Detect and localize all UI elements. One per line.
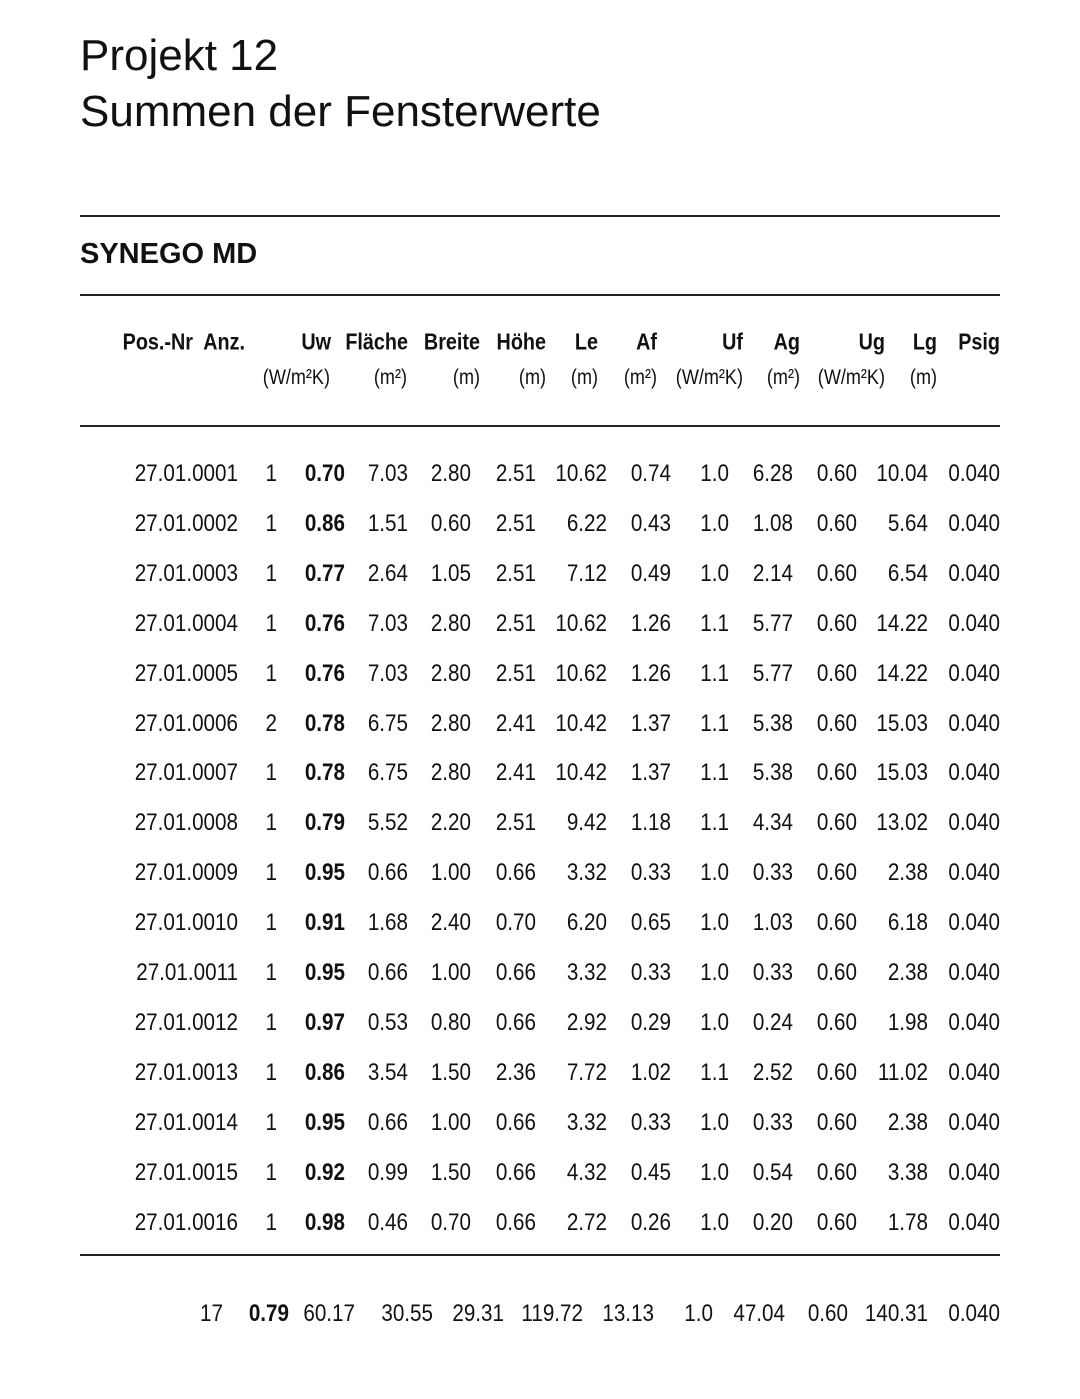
table-cell: 0.040 (948, 859, 1000, 887)
table-cell: 0.33 (630, 1108, 671, 1136)
table-cell: 0.60 (816, 809, 857, 837)
table-cell: 1.51 (367, 509, 408, 537)
table-cell: 1 (265, 1158, 277, 1186)
table-cell: 6.75 (367, 759, 408, 787)
table-cell: 2.40 (430, 909, 471, 937)
table-cell: 2.80 (430, 460, 471, 487)
table-cell: 27.01.0007 (134, 759, 238, 787)
table-cell: 0.49 (630, 559, 671, 587)
table-cell: 0.60 (816, 509, 857, 537)
table-cell: 27.01.0011 (136, 959, 238, 986)
table-cell: 0.040 (948, 1108, 1000, 1136)
table-cell: 27.01.0006 (134, 709, 238, 737)
table-cell: 1.26 (630, 609, 671, 637)
table-cell: 1.0 (700, 460, 729, 487)
column-header: Lg (912, 328, 937, 355)
table-cell: 1.50 (430, 1158, 471, 1186)
table-cell: 0.60 (816, 709, 857, 737)
total-cell: 1.0 (684, 1300, 713, 1327)
table-cell: 27.01.0009 (134, 859, 238, 887)
table-cell: 0.040 (948, 759, 1000, 787)
table-cell: 13.02 (876, 809, 928, 837)
table-cell: 7.03 (367, 659, 408, 687)
table-cell: 10.62 (555, 659, 607, 687)
table-cell: 2.80 (430, 609, 471, 637)
table-cell: 0.20 (752, 1208, 793, 1236)
table-cell: 1.37 (630, 709, 671, 737)
table-cell: 1.00 (430, 859, 471, 887)
total-cell: 30.55 (381, 1300, 433, 1327)
table-cell: 0.70 (495, 909, 536, 937)
table-cell: 1.0 (700, 509, 729, 537)
total-cell: 0.79 (248, 1300, 289, 1327)
column-unit: (W/m²K) (675, 366, 743, 389)
table-cell: 0.98 (304, 1208, 345, 1236)
table-cell: 0.43 (630, 509, 671, 537)
table-cell: 2.20 (430, 809, 471, 837)
table-cell: 1.05 (430, 559, 471, 587)
table-cell: 7.12 (566, 559, 607, 587)
table-cell: 1.18 (630, 809, 671, 837)
table-cell: 2.41 (495, 709, 536, 737)
table-cell: 1 (265, 1058, 277, 1086)
table-cell: 27.01.0004 (134, 609, 238, 637)
total-cell: 47.04 (733, 1300, 785, 1327)
table-cell: 0.040 (948, 909, 1000, 937)
table-cell: 1 (265, 759, 277, 787)
table-cell: 27.01.0016 (134, 1208, 238, 1236)
table-cell: 1.37 (630, 759, 671, 787)
table-cell: 1 (265, 659, 277, 687)
table-cell: 0.040 (948, 1008, 1000, 1036)
table-cell: 0.92 (304, 1158, 345, 1186)
table-cell: 0.040 (948, 1208, 1000, 1236)
project-title: Projekt 12 (80, 31, 279, 80)
total-cell: 13.13 (602, 1300, 654, 1327)
table-cell: 27.01.0003 (134, 559, 238, 587)
table-cell: 4.32 (566, 1158, 607, 1186)
table-cell: 1 (265, 1008, 277, 1036)
table-cell: 2.64 (367, 559, 408, 587)
table-cell: 0.60 (430, 509, 471, 537)
divider (80, 425, 1000, 427)
table-cell: 1.02 (630, 1058, 671, 1086)
table-cell: 0.86 (304, 1058, 345, 1086)
table-cell: 0.26 (630, 1208, 671, 1236)
table-cell: 1.1 (700, 1058, 729, 1086)
table-cell: 2 (265, 709, 277, 737)
column-header: Höhe (496, 328, 546, 355)
table-cell: 1.0 (700, 1108, 729, 1136)
table-cell: 6.28 (752, 460, 793, 487)
table-cell: 5.64 (887, 509, 928, 537)
table-cell: 0.86 (304, 509, 345, 537)
table-cell: 0.78 (304, 759, 345, 787)
table-cell: 1 (265, 609, 277, 637)
table-cell: 0.66 (495, 1008, 536, 1036)
table-cell: 1 (265, 1108, 277, 1136)
table-cell: 0.60 (816, 1108, 857, 1136)
table-cell: 0.33 (752, 959, 793, 986)
column-unit: (W/m²K) (817, 366, 885, 389)
total-cell: 0.040 (948, 1300, 1000, 1327)
table-cell: 0.60 (816, 859, 857, 887)
table-cell: 0.60 (816, 460, 857, 487)
table-cell: 1.78 (887, 1208, 928, 1236)
table-cell: 2.38 (887, 959, 928, 986)
table-cell: 0.60 (816, 609, 857, 637)
table-cell: 0.29 (630, 1008, 671, 1036)
table-cell: 27.01.0013 (134, 1058, 238, 1086)
table-cell: 1.0 (700, 1008, 729, 1036)
table-cell: 1.0 (700, 909, 729, 937)
table-cell: 27.01.0008 (134, 809, 238, 837)
table-cell: 2.41 (495, 759, 536, 787)
total-cell: 140.31 (864, 1300, 928, 1327)
table-cell: 0.70 (430, 1208, 471, 1236)
table-cell: 2.51 (495, 809, 536, 837)
table-cell: 0.60 (816, 659, 857, 687)
table-cell: 1.50 (430, 1058, 471, 1086)
table-cell: 0.66 (367, 959, 408, 986)
table-cell: 0.040 (948, 609, 1000, 637)
table-cell: 6.18 (887, 909, 928, 937)
table-cell: 0.60 (816, 909, 857, 937)
table-cell: 0.60 (816, 759, 857, 787)
total-cell: 119.72 (521, 1300, 583, 1327)
total-cell: 60.17 (303, 1300, 355, 1327)
table-cell: 1.08 (752, 509, 793, 537)
table-cell: 7.03 (367, 609, 408, 637)
column-header: Le (574, 328, 598, 355)
table-cell: 0.74 (630, 460, 671, 487)
table-cell: 5.77 (752, 609, 793, 637)
table-cell: 0.80 (430, 1008, 471, 1036)
divider (80, 215, 1000, 217)
total-cell: 17 (200, 1300, 223, 1327)
table-cell: 0.040 (948, 959, 1000, 986)
table-cell: 27.01.0005 (134, 659, 238, 687)
table-cell: 6.22 (566, 509, 607, 537)
table-cell: 0.60 (816, 1008, 857, 1036)
table-cell: 1.0 (700, 1208, 729, 1236)
table-cell: 10.62 (555, 460, 607, 487)
table-cell: 10.62 (555, 609, 607, 637)
table-cell: 0.97 (304, 1008, 345, 1036)
section-title: SYNEGO MD (80, 238, 258, 270)
table-cell: 10.04 (876, 460, 928, 487)
table-cell: 1.0 (700, 859, 729, 887)
table-cell: 2.80 (430, 709, 471, 737)
table-cell: 0.040 (948, 1158, 1000, 1186)
table-cell: 6.75 (367, 709, 408, 737)
table-cell: 0.040 (948, 809, 1000, 837)
column-header: Uf (722, 328, 743, 355)
table-cell: 0.33 (752, 859, 793, 887)
table-cell: 1 (265, 1208, 277, 1236)
column-header: Uw (301, 328, 331, 355)
table-cell: 3.32 (566, 859, 607, 887)
table-cell: 0.66 (495, 959, 536, 986)
table-cell: 0.66 (495, 1208, 536, 1236)
table-cell: 1 (265, 559, 277, 587)
table-cell: 0.91 (304, 909, 345, 937)
table-cell: 5.38 (752, 759, 793, 787)
divider (80, 294, 1000, 296)
table-cell: 1.98 (887, 1008, 928, 1036)
column-unit: (m²) (766, 366, 800, 389)
table-cell: 0.040 (948, 659, 1000, 687)
table-cell: 1.1 (700, 809, 729, 837)
table-cell: 7.03 (367, 460, 408, 487)
table-cell: 0.95 (304, 1108, 345, 1136)
table-cell: 5.77 (752, 659, 793, 687)
table-cell: 0.66 (495, 859, 536, 887)
table-cell: 14.22 (876, 659, 928, 687)
table-cell: 1 (265, 909, 277, 937)
column-unit: (m²) (623, 366, 657, 389)
table-cell: 1.1 (700, 709, 729, 737)
table-cell: 0.78 (304, 709, 345, 737)
table-cell: 3.54 (367, 1058, 408, 1086)
table-cell: 0.95 (304, 959, 345, 986)
table-cell: 2.52 (752, 1058, 793, 1086)
table-cell: 2.14 (752, 559, 793, 587)
table-cell: 0.53 (367, 1008, 408, 1036)
table-cell: 0.33 (630, 959, 671, 986)
column-unit: (m) (570, 366, 598, 389)
table-cell: 1 (265, 460, 277, 487)
table-cell: 0.60 (816, 1158, 857, 1186)
table-cell: 3.32 (566, 959, 607, 986)
table-cell: 0.33 (630, 859, 671, 887)
table-cell: 27.01.0012 (134, 1008, 238, 1036)
column-header: Ag (773, 328, 800, 355)
total-cell: 29.31 (452, 1300, 504, 1327)
table-cell: 10.42 (555, 709, 607, 737)
table-cell: 0.60 (816, 1208, 857, 1236)
table-cell: 14.22 (876, 609, 928, 637)
table-cell: 1.1 (700, 659, 729, 687)
column-header: Af (636, 328, 657, 355)
table-cell: 1 (265, 509, 277, 537)
table-cell: 2.38 (887, 859, 928, 887)
column-header: Breite (423, 328, 480, 355)
table-cell: 1.1 (700, 759, 729, 787)
table-cell: 7.72 (566, 1058, 607, 1086)
table-cell: 2.51 (495, 460, 536, 487)
column-header: Psig (958, 328, 1000, 355)
table-cell: 0.76 (304, 609, 345, 637)
column-header: Fläche (345, 328, 408, 355)
table-cell: 2.80 (430, 759, 471, 787)
table-cell: 0.24 (752, 1008, 793, 1036)
column-unit: (m) (452, 366, 480, 389)
table-cell: 2.92 (566, 1008, 607, 1036)
table-cell: 0.66 (367, 859, 408, 887)
table-cell: 1.26 (630, 659, 671, 687)
column-unit: (m) (909, 366, 937, 389)
table-cell: 4.34 (752, 809, 793, 837)
table-cell: 0.65 (630, 909, 671, 937)
table-cell: 2.72 (566, 1208, 607, 1236)
table-cell: 2.80 (430, 659, 471, 687)
table-cell: 6.20 (566, 909, 607, 937)
table-cell: 11.02 (877, 1058, 928, 1086)
table-cell: 2.38 (887, 1108, 928, 1136)
table-cell: 1.0 (700, 559, 729, 587)
column-header: Pos.-Nr (122, 328, 193, 355)
table-cell: 0.77 (304, 559, 345, 587)
table-cell: 0.99 (367, 1158, 408, 1186)
table-cell: 1 (265, 809, 277, 837)
column-header: Ug (858, 328, 885, 355)
table-cell: 27.01.0001 (134, 460, 238, 487)
table-cell: 1 (265, 859, 277, 887)
total-cell: 0.60 (807, 1300, 848, 1327)
table-cell: 0.040 (948, 460, 1000, 487)
table-cell: 1.1 (700, 609, 729, 637)
divider (80, 1254, 1000, 1256)
table-cell: 1 (265, 959, 277, 986)
table-cell: 27.01.0010 (134, 909, 238, 937)
table-cell: 1.00 (430, 959, 471, 986)
table-cell: 0.60 (816, 959, 857, 986)
table-cell: 0.040 (948, 509, 1000, 537)
table-cell: 1.0 (700, 959, 729, 986)
table-cell: 0.76 (304, 659, 345, 687)
table-cell: 27.01.0015 (134, 1158, 238, 1186)
table-cell: 0.33 (752, 1108, 793, 1136)
table-cell: 2.51 (495, 559, 536, 587)
table-cell: 0.040 (948, 709, 1000, 737)
column-unit: (m²) (373, 366, 407, 389)
table-cell: 15.03 (876, 709, 928, 737)
table-cell: 3.38 (887, 1158, 928, 1186)
table-cell: 0.66 (495, 1158, 536, 1186)
table-cell: 10.42 (555, 759, 607, 787)
table-cell: 0.54 (752, 1158, 793, 1186)
table-cell: 2.51 (495, 509, 536, 537)
table-cell: 0.70 (304, 460, 345, 487)
table-cell: 1.03 (752, 909, 793, 937)
table-cell: 1.68 (367, 909, 408, 937)
table-cell: 1.0 (700, 1158, 729, 1186)
table-cell: 0.95 (304, 859, 345, 887)
table-cell: 15.03 (876, 759, 928, 787)
page-subtitle: Summen der Fensterwerte (80, 87, 601, 136)
column-unit: (m) (518, 366, 546, 389)
table-cell: 1.00 (430, 1108, 471, 1136)
table-cell: 0.60 (816, 1058, 857, 1086)
table-cell: 2.51 (495, 609, 536, 637)
column-unit: (W/m²K) (262, 366, 330, 389)
column-header: Anz. (203, 328, 245, 355)
table-cell: 5.38 (752, 709, 793, 737)
table-cell: 6.54 (887, 559, 928, 587)
table-cell: 9.42 (566, 809, 607, 837)
table-cell: 0.66 (495, 1108, 536, 1136)
table-cell: 0.66 (367, 1108, 408, 1136)
table-cell: 0.79 (304, 809, 345, 837)
table-cell: 0.60 (816, 559, 857, 587)
table-cell: 2.51 (495, 659, 536, 687)
table-cell: 27.01.0002 (134, 509, 238, 537)
table-cell: 3.32 (566, 1108, 607, 1136)
table-cell: 0.45 (630, 1158, 671, 1186)
table-cell: 2.36 (495, 1058, 536, 1086)
table-cell: 27.01.0014 (134, 1108, 238, 1136)
table-cell: 0.040 (948, 559, 1000, 587)
table-cell: 0.040 (948, 1058, 1000, 1086)
table-cell: 0.46 (367, 1208, 408, 1236)
table-cell: 5.52 (367, 809, 408, 837)
